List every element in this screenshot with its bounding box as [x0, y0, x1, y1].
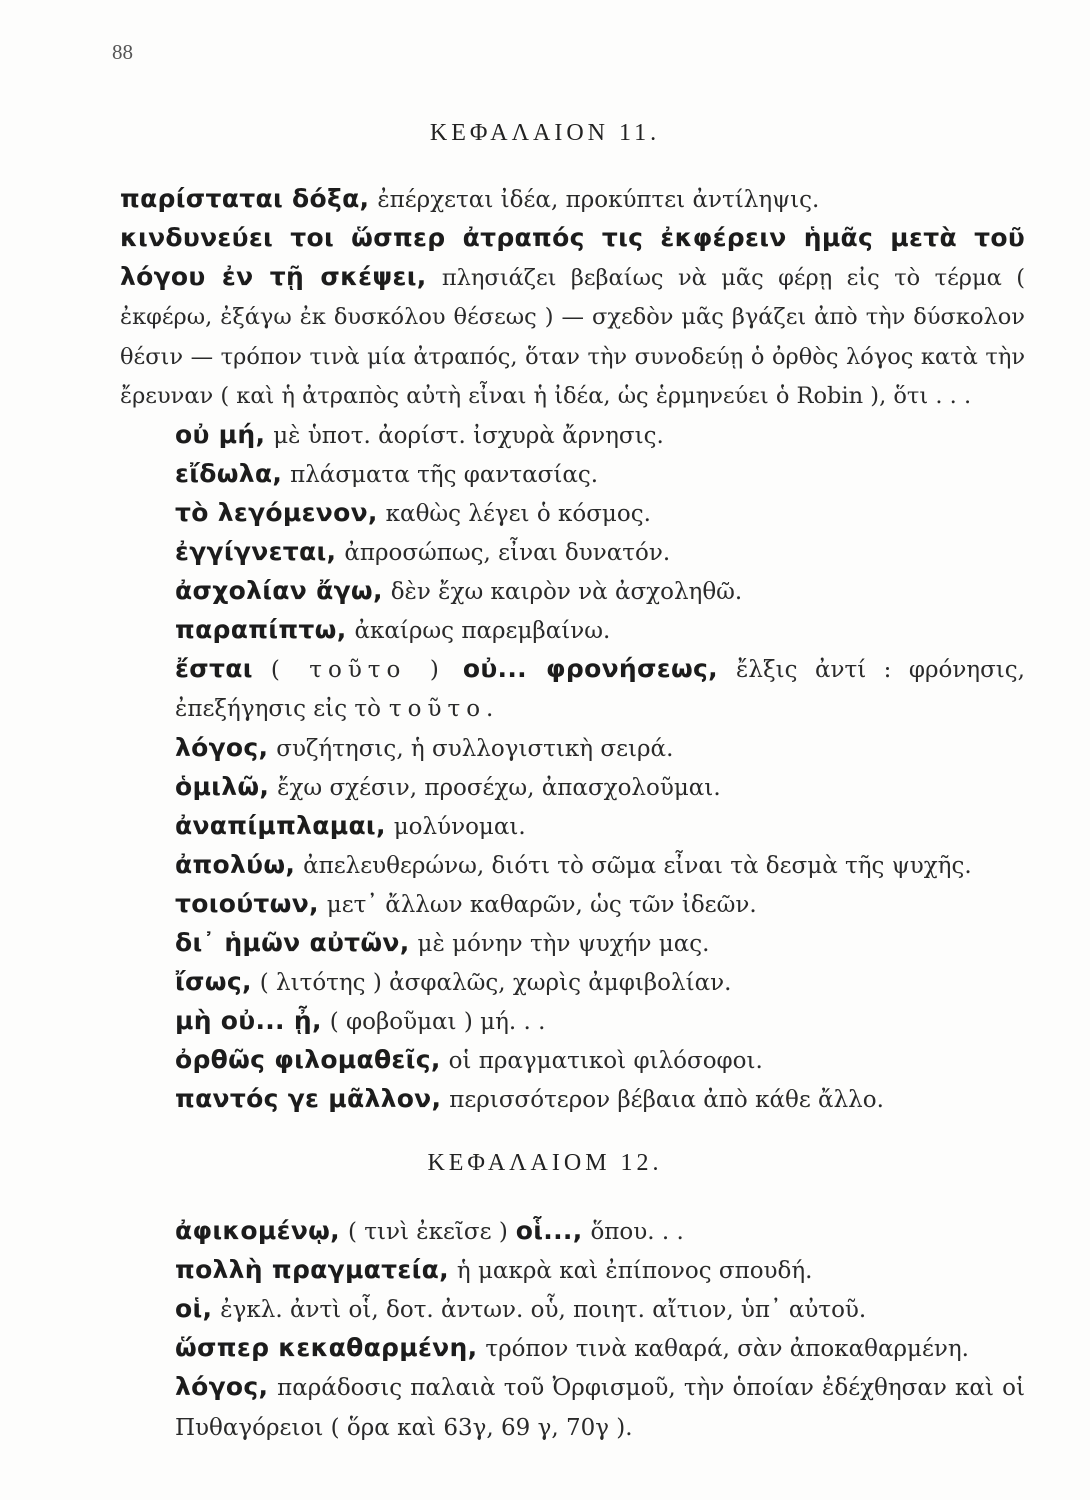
glossary-term: οὐ μή,	[175, 419, 266, 449]
glossary-term: λόγος,	[175, 732, 269, 762]
glossary-term: ὥσπερ κεκαθαρμένη,	[175, 1333, 478, 1362]
glossary-entry	[120, 1080, 1025, 1119]
glossary-gloss: συζήτησις, ἡ συλλογιστικὴ σειρά.	[276, 735, 674, 762]
glossary-entry	[120, 572, 1025, 611]
glossary-entry	[120, 1251, 1025, 1290]
glossary-term: ἀπολύω,	[175, 849, 296, 879]
glossary-gloss: παράδοσις παλαιὰ τοῦ Ὀρφισμοῦ, τὴν ὁποίαν ἐδέχθησαν καὶ οἱ Πυθαγόρειοι ( ὅρα καὶ 63γ, 69 γ, 70γ ).	[175, 1375, 1025, 1441]
glossary-term: ἀσχολίαν ἄγω,	[175, 575, 383, 605]
glossary-entry	[120, 416, 1025, 455]
glossary-spaced-word: τοῦτο.	[388, 696, 500, 722]
glossary-gloss: ἐγκλ. ἀντὶ οἷ, δοτ. ἀντων. οὗ, ποιητ. αἴτιον, ὑπ᾽ αὐτοῦ.	[220, 1297, 867, 1323]
glossary-entry	[120, 611, 1025, 650]
glossary-term: πολλὴ πραγματεία,	[175, 1255, 449, 1284]
glossary-gloss: ( λιτότης ) ἀσφαλῶς, χωρὶς ἀμφιβολίαν.	[259, 969, 732, 996]
glossary-entry-long	[120, 219, 1025, 416]
glossary-gloss: μὲ μόνην τὴν ψυχήν μας.	[417, 930, 710, 957]
glossary-gloss: ( τινὶ ἐκεῖσε )	[347, 1219, 508, 1245]
glossary-gloss: περισσότερον βέβαια ἀπὸ κάθε ἄλλο.	[449, 1086, 884, 1113]
glossary-gloss: μὲ ὑποτ. ἀορίστ. ἰσχυρὰ ἄρνησις.	[273, 422, 664, 449]
glossary-gloss: ( φοβοῦμαι ) μή. . .	[329, 1008, 546, 1035]
glossary-term: ὁμιλῶ,	[175, 771, 270, 801]
glossary-term: εἴδωλα,	[175, 458, 283, 488]
glossary-entry	[120, 1002, 1025, 1041]
glossary-list	[120, 416, 1025, 650]
glossary-list	[120, 1251, 1025, 1368]
glossary-entry-logos	[120, 1368, 1025, 1447]
glossary-gloss: μολύνομαι.	[393, 813, 526, 840]
glossary-entry	[120, 846, 1025, 885]
glossary-list	[120, 1041, 1025, 1119]
glossary-term: λόγος,	[175, 1372, 269, 1401]
chapter-11-heading: ΚΕΦΑΛΑΙΟΝ 11.	[429, 120, 661, 146]
glossary-entry	[120, 1329, 1025, 1368]
chapter-12-heading: ΚΕΦΑΛΑΙΟΜ 12.	[427, 1150, 663, 1176]
glossary-term: δι᾽ ἡμῶν αὐτῶν,	[175, 927, 410, 957]
glossary-gloss: καθὼς λέγει ὁ κόσμος.	[385, 500, 651, 527]
glossary-term: παραπίπτω,	[175, 614, 347, 644]
glossary-term: ἀφικομένῳ,	[175, 1216, 340, 1245]
glossary-gloss: πλάσματα τῆς φαντασίας.	[290, 461, 599, 488]
glossary-entry	[120, 1290, 1025, 1329]
glossary-gloss: ἀκαίρως παρεμβαίνω.	[354, 617, 611, 644]
glossary-gloss: ἀπελευθερώνω, διότι τὸ σῶμα εἶναι τὰ δεσμὰ τῆς ψυχῆς.	[303, 852, 972, 879]
glossary-entry	[120, 807, 1025, 846]
glossary-entry-estai	[120, 650, 1025, 729]
glossary-entry	[120, 180, 1025, 219]
glossary-gloss: οἱ πραγματικοὶ φιλόσοφοι.	[448, 1047, 763, 1074]
glossary-entry	[120, 1212, 1025, 1251]
glossary-term: ἀναπίμπλαμαι,	[175, 810, 386, 840]
glossary-gloss: ἀπροσώπως, εἶναι δυνατόν.	[344, 539, 671, 566]
glossary-gloss: δὲν ἔχω καιρὸν νὰ ἀσχοληθῶ.	[390, 578, 743, 605]
glossary-gloss: ἔχω σχέσιν, προσέχω, ἀπασχολοῦμαι.	[277, 774, 721, 801]
glossary-gloss: μετ᾽ ἄλλων καθαρῶν, ὡς τῶν ἰδεῶν.	[326, 891, 757, 918]
glossary-term: μὴ οὐ... ᾖ,	[175, 1005, 322, 1035]
glossary-entry	[120, 924, 1025, 963]
glossary-gloss: ἡ μακρὰ καὶ ἐπίπονος σπουδή.	[456, 1258, 813, 1284]
glossary-gloss: ὅπου. . .	[590, 1219, 684, 1245]
glossary-gloss: ἐπέρχεται ἰδέα, προκύπτει ἀντίληψις.	[377, 187, 820, 213]
glossary-gloss: ἔλξις ἀντί : φρόνησις, ἐπεξήγησις εἰς τὸ	[175, 656, 1025, 722]
glossary-gloss: τρόπον τινὰ καθαρά, σὰν ἀποκαθαρμένη.	[485, 1336, 969, 1362]
glossary-entry	[120, 963, 1025, 1002]
chapter-12-glossary	[120, 1212, 1025, 1447]
glossary-entry	[120, 1041, 1025, 1080]
glossary-term: ἴσως,	[175, 966, 252, 996]
glossary-term: τοιούτων,	[175, 888, 319, 918]
glossary-term: ἔσται	[175, 653, 253, 683]
glossary-entry	[120, 885, 1025, 924]
page-number: 88	[112, 40, 133, 64]
glossary-term: οἱ,	[175, 1294, 213, 1323]
glossary-entry	[120, 494, 1025, 533]
glossary-entry	[120, 729, 1025, 768]
glossary-term: οἷ...,	[515, 1216, 583, 1245]
glossary-gloss: πλησιάζει βεβαίως νὰ μᾶς φέρῃ εἰς τὸ τέρμα ( ἐκφέρω, ἐξάγω ἐκ δυσκόλου θέσεως ) — σχεδὸν μᾶς βγάζει ἀπὸ τὴν δύσκολον θέσιν — τρόπον τινὰ μία ἀτραπός, ὅταν τὴν συνοδεύῃ ὁ ὀρθὸς λόγος κατὰ τὴν ἔρευναν ( καὶ ἡ ἀτραπὸς αὐτὴ εἶναι ἡ ἰδέα, ὡς ἑρμηνεύει ὁ Robin ), ὅτι . . .	[120, 264, 1026, 409]
glossary-entry	[120, 455, 1025, 494]
glossary-term: παντός γε μᾶλλον,	[175, 1083, 442, 1113]
glossary-term: οὐ... φρονήσεως,	[462, 653, 718, 683]
glossary-entry	[120, 768, 1025, 807]
glossary-term: κινδυνεύει τοι ὥσπερ ἀτραπός τις ἐκφέρειν ἡμᾶς μετὰ τοῦ λόγου ἐν τῇ σκέψει,	[120, 223, 1025, 291]
glossary-term: ὀρθῶς φιλομαθεῖς,	[175, 1044, 441, 1074]
chapter-11-glossary	[120, 180, 1025, 1119]
glossary-term: τὸ λεγόμενον,	[175, 497, 378, 527]
glossary-entry	[120, 533, 1025, 572]
glossary-paren: ( τοῦτο )	[270, 656, 445, 683]
glossary-list	[120, 729, 1025, 1002]
glossary-term: ἐγγίγνεται,	[175, 536, 337, 566]
glossary-term: παρίσταται δόξα,	[120, 184, 370, 213]
